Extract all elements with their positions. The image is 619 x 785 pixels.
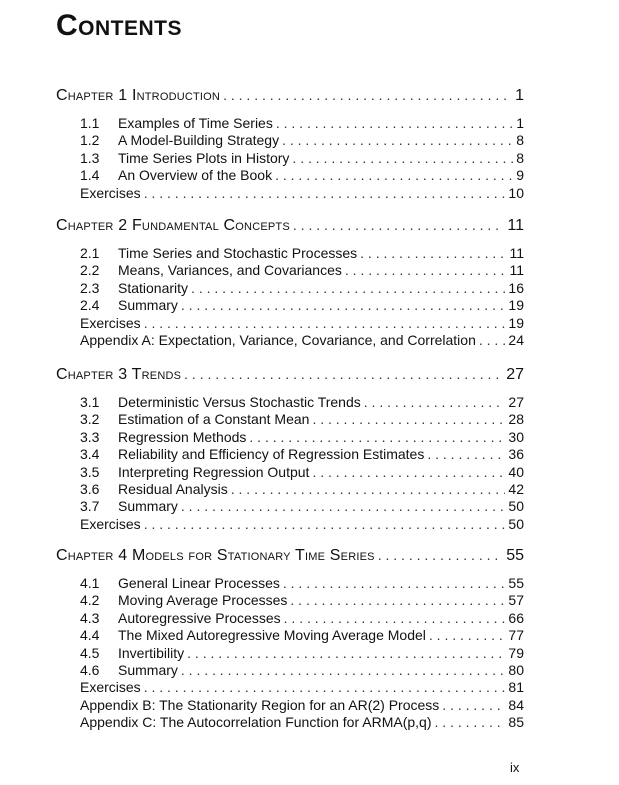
section-number: 4.3 (80, 609, 100, 626)
entry-label (80, 498, 178, 514)
entry-label (80, 516, 141, 532)
dot-leader (429, 627, 506, 643)
dot-leader (184, 366, 503, 382)
toc-entry[interactable] (80, 627, 524, 643)
entry-label (80, 167, 272, 183)
section-number: 2.1 (80, 245, 100, 261)
toc-entry[interactable] (80, 245, 524, 261)
section-title: Appendix B: The Stationarity Region for an AR(2) Process (80, 696, 440, 713)
section-page: 66 (508, 609, 524, 626)
entry-label (80, 697, 439, 713)
chapter-page: 55 (506, 547, 524, 564)
dot-leader (312, 411, 505, 427)
dot-leader (181, 297, 506, 313)
chapter-title: Chapter 4 Models for Stationary Time Series (56, 547, 375, 564)
section-page: 19 (508, 314, 524, 331)
dot-leader (181, 498, 506, 514)
toc-entry[interactable] (80, 262, 524, 278)
section-number: 2.2 (80, 262, 100, 279)
section-page: 11 (509, 245, 524, 261)
section-title: General Linear Processes (118, 575, 280, 591)
dot-leader (479, 332, 506, 348)
section-page: 80 (508, 662, 524, 678)
section-number: 1.2 (80, 132, 100, 149)
section-page: 19 (508, 297, 524, 314)
section-title: Exercises (80, 184, 141, 201)
section-number: 3.5 (80, 463, 100, 480)
toc-entry[interactable] (80, 280, 524, 296)
toc-entry[interactable] (80, 662, 524, 678)
entry-label (80, 132, 279, 148)
section-number: 3.4 (80, 446, 100, 463)
dot-leader (249, 429, 505, 445)
section-page: 30 (508, 428, 524, 445)
entry-label (80, 679, 141, 695)
section-title: Examples of Time Series (118, 115, 273, 131)
dot-leader (360, 245, 506, 261)
toc-entry[interactable] (80, 679, 524, 695)
section-number: 2.3 (80, 279, 100, 296)
section-page: 9 (516, 167, 524, 184)
section-title: Appendix A: Expectation, Variance, Covariance, and Correlation (80, 332, 476, 348)
section-title: Invertibility (118, 644, 185, 661)
section-page: 79 (508, 644, 524, 661)
toc-entry[interactable] (80, 115, 524, 131)
dot-leader (223, 87, 512, 103)
section-number: 3.1 (80, 394, 100, 410)
dot-leader (144, 185, 506, 201)
entry-label (80, 245, 357, 261)
section-title: An Overview of the Book (118, 167, 273, 184)
section-title: A Model-Building Strategy (118, 132, 280, 149)
section-title: Deterministic Versus Stochastic Trends (118, 394, 361, 410)
section-page: 57 (508, 592, 524, 609)
entry-label (80, 280, 188, 296)
section-title: Reliability and Efficiency of Regression Estimates (118, 446, 425, 463)
chapter-title: Chapter 1 Introduction (56, 87, 221, 104)
section-title: Time Series Plots in History (118, 149, 290, 166)
section-page: 42 (508, 481, 524, 497)
toc-entry[interactable] (80, 575, 524, 591)
dot-leader (290, 592, 505, 608)
toc-entry[interactable] (80, 394, 524, 410)
section-title: Exercises (80, 314, 141, 331)
section-title: Means, Variances, and Covariances (118, 262, 342, 279)
section-title: Residual Analysis (118, 481, 228, 497)
section-title: The Mixed Autoregressive Moving Average Model (118, 627, 426, 644)
section-page: 77 (508, 627, 524, 644)
toc-entry[interactable] (80, 697, 524, 713)
dot-leader (284, 610, 506, 626)
dot-leader (144, 315, 506, 331)
section-title: Moving Average Processes (118, 592, 288, 609)
section-number: 3.6 (80, 481, 100, 497)
dot-leader (442, 697, 505, 713)
dot-leader (312, 464, 505, 480)
section-page: 11 (509, 262, 524, 279)
chapter-title: Chapter 2 Fundamental Concepts (56, 217, 290, 234)
dot-leader (283, 575, 506, 591)
section-number: 3.7 (80, 498, 100, 515)
dot-leader (434, 714, 505, 730)
toc-entry[interactable] (80, 332, 524, 348)
toc-entry[interactable] (80, 315, 524, 331)
entry-label (80, 185, 141, 201)
dot-leader (187, 645, 505, 661)
section-page: 81 (508, 679, 524, 696)
chapter-page: 11 (507, 217, 524, 234)
entry-label (80, 394, 361, 410)
section-page: 84 (508, 696, 524, 713)
entry-label (80, 627, 426, 643)
dot-leader (282, 132, 513, 148)
page-title: Contents (56, 9, 182, 42)
section-number: 4.5 (80, 644, 100, 661)
dot-leader (144, 679, 506, 695)
dot-leader (293, 217, 505, 233)
section-title: Interpreting Regression Output (118, 463, 310, 480)
dot-leader (364, 394, 506, 410)
dot-leader (345, 262, 507, 278)
section-number: 3.3 (80, 428, 100, 445)
section-title: Exercises (80, 515, 141, 532)
section-page: 36 (508, 446, 524, 463)
section-number: 4.4 (80, 627, 100, 644)
section-page: 85 (508, 714, 524, 731)
dot-leader (231, 481, 506, 497)
chapter-heading[interactable] (56, 87, 524, 105)
section-page: 16 (508, 279, 524, 296)
section-page: 1 (516, 115, 524, 131)
section-page: 27 (508, 394, 524, 410)
toc-entry[interactable] (80, 481, 524, 497)
section-title: Stationarity (118, 279, 189, 296)
chapter-page: 1 (515, 87, 524, 104)
section-page: 8 (516, 149, 524, 166)
toc-entry[interactable] (80, 464, 524, 480)
entry-label (80, 297, 178, 313)
dot-leader (275, 167, 513, 183)
section-title: Summary (118, 662, 178, 678)
dot-leader (276, 115, 513, 131)
entry-label (80, 446, 424, 462)
section-title: Summary (118, 297, 178, 314)
section-number: 4.1 (80, 575, 100, 591)
section-title: Exercises (80, 679, 141, 696)
entry-label (80, 115, 273, 131)
chapter-page: 27 (506, 366, 524, 383)
toc-entry[interactable] (80, 645, 524, 661)
section-number: 1.3 (80, 149, 100, 166)
toc-entry[interactable] (80, 610, 524, 626)
entry-label (80, 645, 184, 661)
toc-entry[interactable] (80, 150, 524, 166)
entry-label (80, 610, 281, 626)
chapter-heading[interactable] (56, 217, 524, 235)
toc-entry[interactable] (80, 446, 524, 462)
section-number: 4.6 (80, 662, 100, 678)
entry-label (80, 481, 228, 497)
entry-label (80, 592, 287, 608)
section-title: Estimation of a Constant Mean (118, 411, 310, 428)
chapter-title: Chapter 3 Trends (56, 366, 182, 383)
toc-entry[interactable] (80, 185, 524, 201)
dot-leader (181, 662, 506, 678)
entry-label (80, 315, 141, 331)
dot-leader (427, 446, 505, 462)
entry-label (80, 464, 309, 480)
toc-entry[interactable] (80, 592, 524, 608)
toc-entry[interactable] (80, 411, 524, 427)
section-title: Appendix C: The Autocorrelation Function for ARMA(p,q) (80, 714, 432, 731)
toc-entry[interactable] (80, 297, 524, 313)
dot-leader (378, 547, 504, 563)
entry-label (80, 411, 309, 427)
entry-label (80, 332, 476, 348)
section-number: 2.4 (80, 297, 100, 314)
chapter-heading[interactable] (56, 366, 524, 384)
section-title: Summary (118, 498, 178, 515)
entry-label (80, 662, 178, 678)
dot-leader (292, 150, 513, 166)
section-title: Autoregressive Processes (118, 609, 281, 626)
section-page: 24 (508, 332, 524, 348)
entry-label (80, 150, 289, 166)
section-number: 1.4 (80, 167, 100, 184)
page-number: ix (510, 760, 520, 775)
entry-label (80, 575, 280, 591)
section-page: 55 (508, 575, 524, 591)
dot-leader (191, 280, 505, 296)
chapter-heading[interactable] (56, 547, 524, 565)
entry-label (80, 714, 431, 730)
section-title: Regression Methods (118, 428, 247, 445)
section-number: 1.1 (80, 115, 100, 131)
toc-entry[interactable] (80, 167, 524, 183)
section-page: 50 (508, 515, 524, 532)
toc-entry[interactable] (80, 498, 524, 514)
section-number: 4.2 (80, 592, 100, 609)
entry-label (80, 262, 342, 278)
toc-entry[interactable] (80, 714, 524, 730)
section-page: 50 (508, 498, 524, 515)
dot-leader (144, 516, 506, 532)
section-page: 10 (508, 184, 524, 201)
section-page: 8 (516, 132, 524, 149)
toc-entry[interactable] (80, 516, 524, 532)
entry-label (80, 429, 246, 445)
toc-entry[interactable] (80, 429, 524, 445)
section-title: Time Series and Stochastic Processes (118, 245, 358, 261)
section-page: 28 (508, 411, 524, 428)
section-number: 3.2 (80, 411, 100, 428)
section-page: 40 (508, 463, 524, 480)
toc-entry[interactable] (80, 132, 524, 148)
